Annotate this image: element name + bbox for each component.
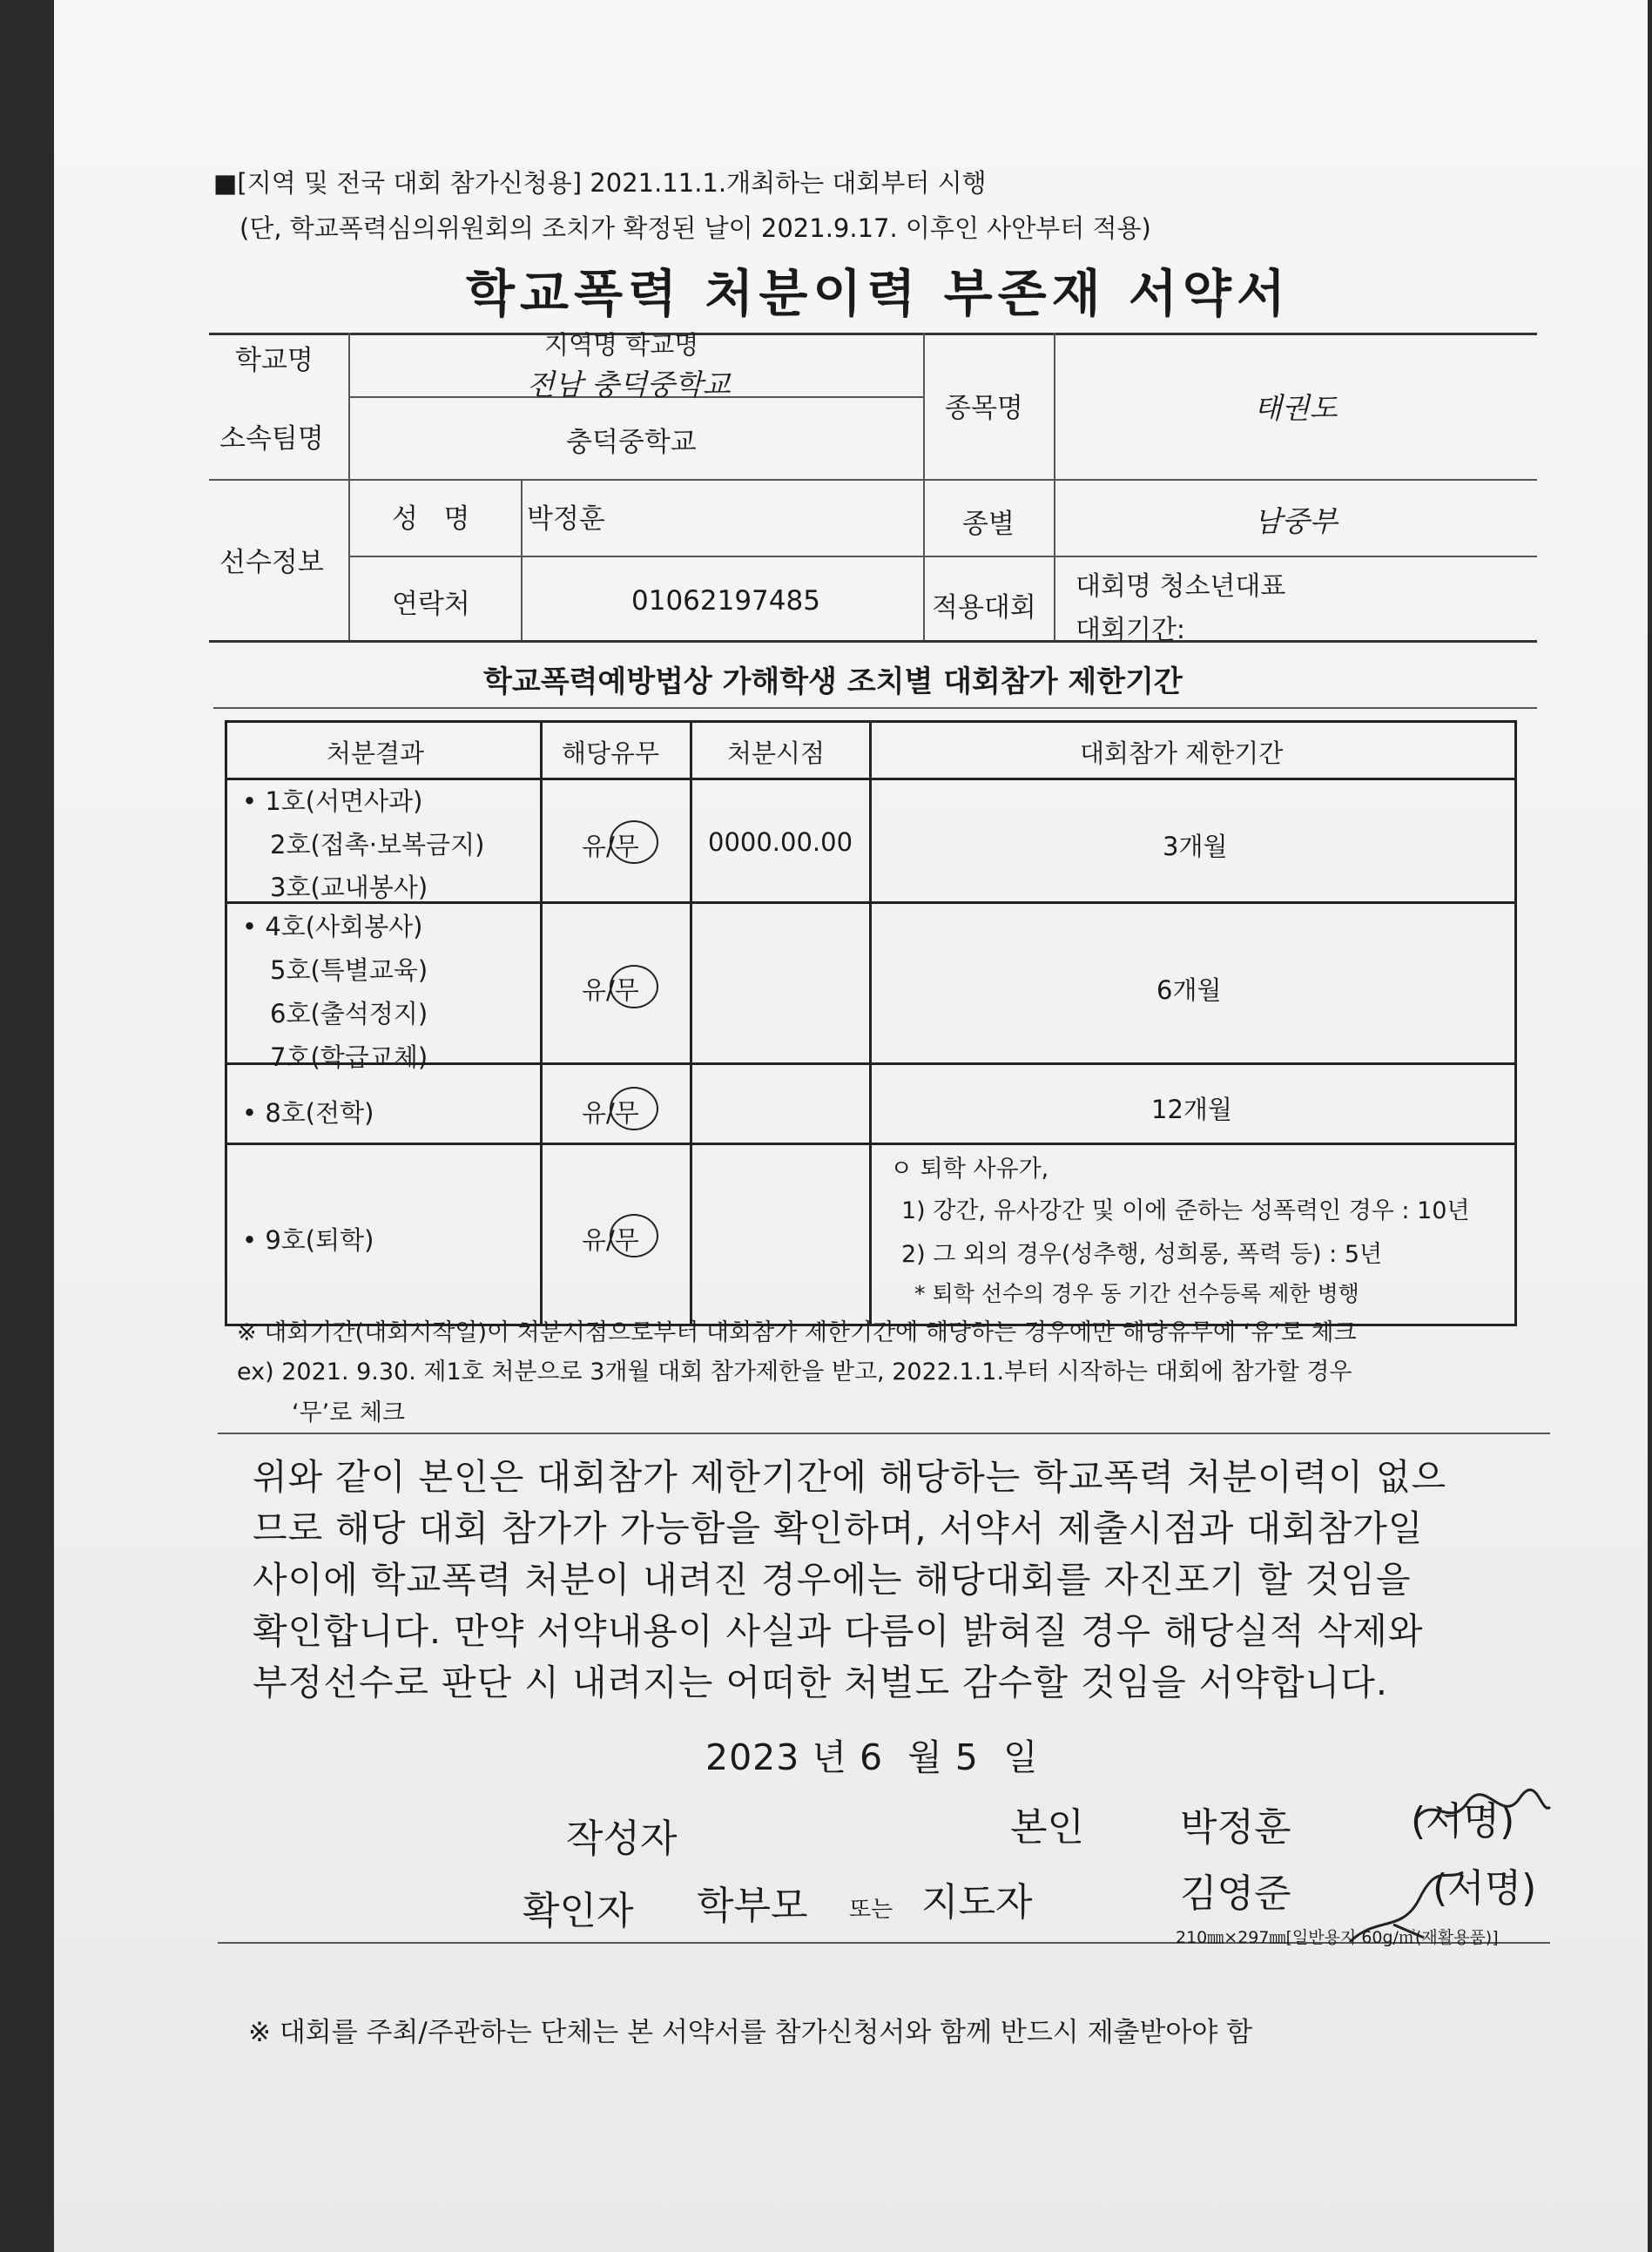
writer-signature: [1406, 1785, 1554, 1837]
name-label: 성 명: [392, 503, 470, 535]
team-value: 충덕중학교: [566, 427, 697, 458]
row2-period: 6개월: [1156, 975, 1222, 1005]
school-label: 학교명: [235, 345, 314, 376]
name-value: 박정훈: [527, 503, 605, 535]
row2-item3: 6호(출석정지): [270, 999, 428, 1028]
info-bottom-border: [209, 640, 1537, 643]
info-divider: [348, 333, 350, 640]
col-header-applicable: 해당유무: [562, 738, 660, 768]
self-label: 본인: [1010, 1805, 1085, 1850]
row4-period-line4: * 퇴학 선수의 경우 동 기간 선수등록 제한 병행: [914, 1281, 1359, 1306]
event-value: 태권도: [1254, 391, 1338, 425]
row2-item2: 5호(특별교육): [270, 955, 428, 985]
writer-name: 박정훈: [1180, 1805, 1291, 1850]
info-divider: [209, 479, 1537, 481]
row1-no-circle: [610, 820, 658, 864]
coach-label: 지도자: [921, 1880, 1033, 1925]
info-top-border: [209, 333, 1537, 335]
table-note1: ※ 대회기간(대회시작일)이 처분시점으로부터 대회참가 제한기간에 해당하는 경우에만 해당유무에 ‘유’로 체크: [237, 1319, 1357, 1346]
competition-label: 적용대회: [932, 592, 1036, 624]
school-value: 전남 충덕중학교: [527, 367, 731, 401]
competition-period: 대회기간:: [1075, 615, 1186, 645]
header-note-line1: ■[지역 및 전국 대회 참가신청용] 2021.11.1.개최하는 대회부터 시행: [213, 168, 987, 198]
parent-label: 학부모: [697, 1884, 808, 1928]
table-note3: ‘무’로 체크: [292, 1399, 406, 1426]
row3-period: 12개월: [1151, 1095, 1232, 1124]
writer-label: 작성자: [566, 1817, 678, 1861]
notes-underline: [218, 1433, 1550, 1434]
row1-item1: • 1호(서면사과): [242, 786, 423, 816]
row1-yn: 유/무: [582, 832, 639, 861]
row1-date: 0000.00.00: [708, 827, 853, 857]
subtitle-underline: [213, 707, 1537, 709]
row3-yn: 유/무: [582, 1098, 639, 1128]
col-header-result: 처분결과: [327, 738, 425, 768]
row2-yn: 유/무: [582, 975, 639, 1005]
col-header-period: 대회참가 제한기간: [1080, 738, 1284, 768]
info-divider: [521, 479, 523, 640]
table-divider: [540, 720, 543, 1324]
pledge-line5: 부정선수로 판단 시 내려지는 어떠한 처벌도 감수할 것임을 서약합니다.: [253, 1662, 1388, 1703]
document-title: 학교폭력 처분이력 부존재 서약서: [466, 264, 1291, 323]
player-info-label: 선수정보: [219, 547, 324, 578]
info-divider: [1054, 333, 1055, 640]
gender-value: 남중부: [1254, 504, 1338, 538]
row4-period-line1: ㅇ 퇴학 사유가,: [890, 1156, 1049, 1183]
row2-item4: 7호(학급교체): [270, 1042, 428, 1072]
paper-spec: 210㎜×297㎜[일반용지 60g/㎡(재활용품)]: [1176, 1928, 1499, 1947]
row3-no-circle: [610, 1087, 658, 1130]
competition-name: 대회명 청소년대표: [1075, 571, 1286, 602]
row4-no-circle: [610, 1214, 658, 1257]
row2-no-circle: [610, 965, 658, 1008]
event-label: 종목명: [945, 393, 1023, 424]
contact-value: 01062197485: [631, 585, 820, 617]
pledge-line3: 사이에 학교폭력 처분이 내려진 경우에는 해당대회를 자진포기 할 것임을: [253, 1559, 1412, 1601]
footer-note: ※ 대회를 주최/주관하는 단체는 본 서약서를 참가신청서와 함께 반드시 제출받아야 함: [248, 2017, 1253, 2048]
school-sublabel: 지역명 학교명: [544, 330, 699, 360]
pledge-date: 2023 년 6 월 5 일: [705, 1736, 1039, 1778]
row4-period-line3: 2) 그 외의 경우(성추행, 성희롱, 폭력 등) : 5년: [901, 1241, 1383, 1268]
col-header-date: 처분시점: [727, 738, 826, 768]
restriction-subtitle: 학교폭력예방법상 가해학생 조치별 대회참가 제한기간: [483, 664, 1183, 699]
table-divider: [690, 720, 692, 1324]
info-divider: [348, 556, 1537, 557]
row1-period: 3개월: [1163, 832, 1228, 861]
team-label: 소속팀명: [219, 423, 324, 455]
table-divider: [869, 720, 872, 1324]
row1-item2: 2호(접촉·보복금지): [270, 830, 485, 860]
confirmer-sign-label: (서명): [1433, 1866, 1537, 1911]
row2-item1: • 4호(사회봉사): [242, 912, 423, 941]
or-label: 또는: [849, 1897, 893, 1923]
info-divider: [923, 333, 925, 640]
confirmer-name: 김영준: [1180, 1871, 1291, 1916]
row4-period-line2: 1) 강간, 유사강간 및 이에 준하는 성폭력인 경우 : 10년: [901, 1197, 1470, 1224]
row4-yn: 유/무: [582, 1225, 639, 1255]
pledge-line2: 므로 해당 대회 참가가 가능함을 확인하며, 서약서 제출시점과 대회참가일: [253, 1507, 1424, 1549]
row4-item1: • 9호(퇴학): [242, 1225, 374, 1255]
header-note-line2: (단, 학교폭력심의위원회의 조치가 확정된 날이 2021.9.17. 이후인 사안부터 적용): [239, 213, 1151, 243]
contact-label: 연락처: [392, 589, 470, 620]
pledge-line4: 확인합니다. 만약 서약내용이 사실과 다름이 밝혀질 경우 해당실적 삭제와: [253, 1610, 1424, 1652]
table-note2: ex) 2021. 9.30. 제1호 처분으로 3개월 대회 참가제한을 받고, 2022.1.1.부터 시작하는 대회에 참가할 경우: [237, 1359, 1352, 1386]
writer-sign-label: (서명): [1411, 1799, 1515, 1844]
row1-item3: 3호(교내봉사): [270, 873, 428, 902]
pledge-line1: 위와 같이 본인은 대회참가 제한기간에 해당하는 학교폭력 처분이력이 없으: [253, 1456, 1447, 1498]
row3-item1: • 8호(전학): [242, 1098, 374, 1128]
confirmer-label: 확인자: [523, 1889, 634, 1933]
gender-label: 종별: [962, 509, 1015, 540]
